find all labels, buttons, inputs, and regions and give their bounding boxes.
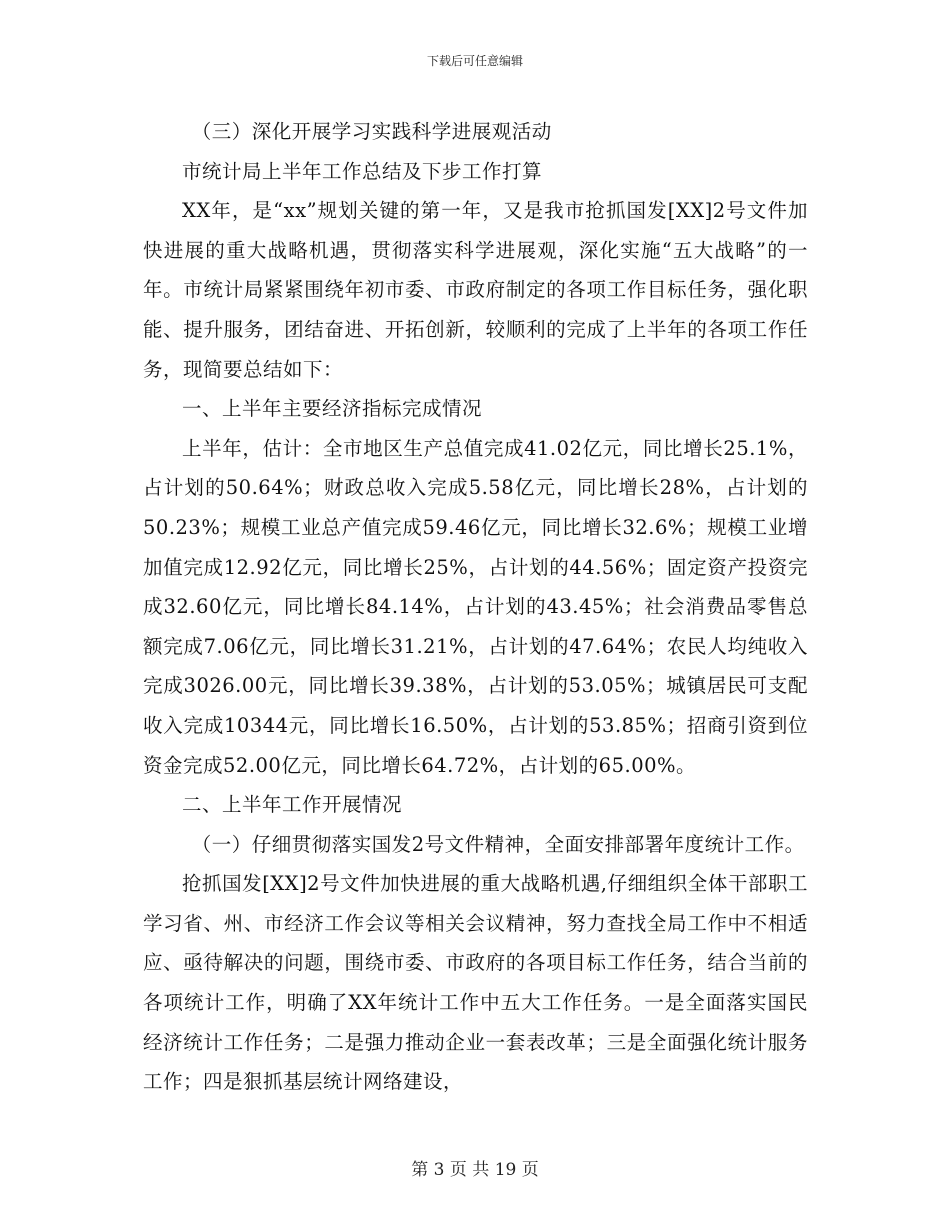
document-body (143, 112, 808, 1102)
section-heading-2: 二、上半年工作开展情况 (182, 793, 403, 817)
section-heading-3: （三）深化开展学习实践科学进展观活动 (191, 120, 552, 143)
intro-paragraph: XX年，是“xx”规划关键的第一年，又是我市抢抓国发[XX]2号文件加快进展的重大战略机遇，贯彻落实科学进展观，深化实施“五大战略”的一年。市统计局紧紧围绕年初市委、市政府制定的各项工作目标任务，强化职能、提升服务，团结奋进、开拓创新，较顺利的完成了上半年的各项工作任务，现简要总结如下： (143, 199, 808, 381)
page-header: 下载后可任意编辑 (426, 54, 523, 68)
page-number: 第 3 页 共 19 页 (411, 1160, 539, 1180)
document-title: 市统计局上半年工作总结及下步工作打算 (182, 159, 543, 183)
section-heading-1: 一、上半年主要经济指标完成情况 (182, 397, 483, 421)
indicators-paragraph: 上半年，估计：全市地区生产总值完成41.02亿元，同比增长25.1%，占计划的50.64%；财政总收入完成5.58亿元，同比增长28%，占计划的50.23%；规模工业总产值完成59.46亿元，同比增长32.6%；规模工业增加值完成12.92亿元，同比增长25%，占计划的44.56%；固定资产投资完成32.60亿元，同比增长84.14%，占计划的43.45%；社会消费品零售总额完成7.06亿元，同比增长31.21%，占计划的47.64%；农民人均纯收入完成3026.00元，同比增长39.38%，占计划的53.05%；城镇居民可支配收入完成10344元，同比增长16.50%，占计划的53.85%；招商引资到位资金完成52.00亿元，同比增长64.72%，占计划的65.00%。 (143, 436, 808, 777)
work-paragraph: 抢抓国发[XX]2号文件加快进展的重大战略机遇,仔细组织全体干部职工学习省、州、市经济工作会议等相关会议精神，努力查找全局工作中不相适应、亟待解决的问题，围绕市委、市政府的各项目标工作任务，结合当前的各项统计工作，明确了XX年统计工作中五大工作任务。一是全面落实国民经济统计工作任务；二是强力推动企业一套表改革；三是全面强化统计服务工作；四是狠抓基层统计网络建设， (143, 872, 808, 1094)
subsection-heading-1: （一）仔细贯彻落实国发2号文件精神，全面安排部署年度统计工作。 (191, 832, 805, 856)
